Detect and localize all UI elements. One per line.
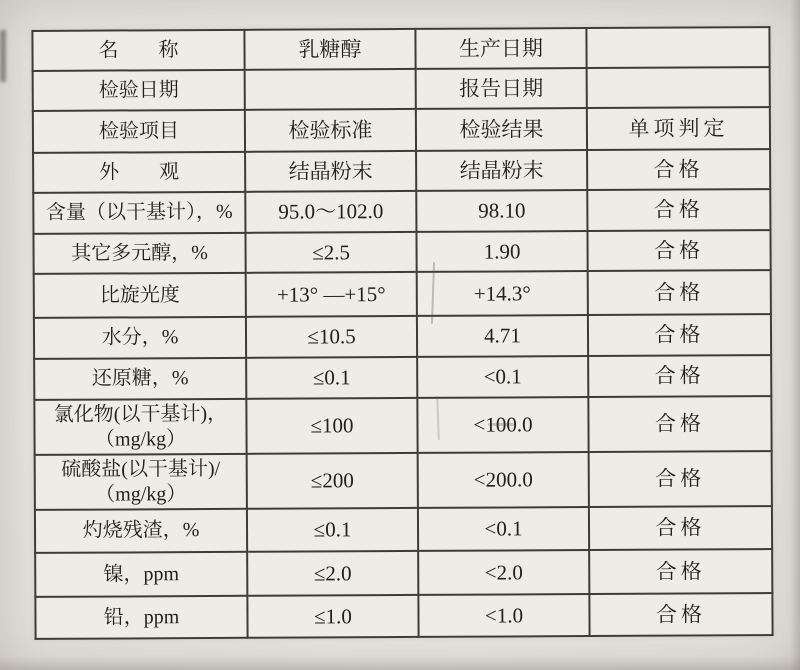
cell-item-label: 氯化物(以干基计)， （mg/kg）: [34, 399, 246, 455]
cell-standard-value: ≤0.1: [247, 508, 418, 552]
cell-result-value: 98.10: [416, 190, 587, 232]
table-row-chloride: [34, 396, 771, 455]
cell-inspection-date-value: [245, 69, 416, 110]
header-result: 检验结果: [416, 108, 587, 151]
table-row-other-polyols: [33, 230, 770, 274]
cell-item-label: 还原糖，%: [34, 358, 246, 400]
cell-product-name: 乳糖醇: [244, 29, 415, 70]
scan-shading-bottom: [0, 656, 800, 670]
cell-judgement-value: 合格: [589, 506, 772, 550]
cell-result-value: 4.71: [417, 315, 588, 357]
cell-result-value: 1.90: [416, 231, 587, 272]
cell-standard-value: ≤2.0: [247, 551, 418, 596]
cell-judgement-value: 合格: [587, 189, 770, 231]
cell-standard-value: 95.0～102.0: [245, 191, 416, 233]
header-item: 检验项目: [33, 110, 245, 153]
cell-result-value: +14.3°: [417, 271, 588, 316]
cell-standard-value: ≤200: [247, 453, 418, 509]
cell-judgement-value: 合格: [587, 230, 770, 271]
cell-item-label: 外 观: [33, 152, 245, 193]
table-row-sulfate: [35, 451, 772, 510]
cell-result-value: 结晶粉末: [416, 150, 587, 191]
cell-result-value: <0.1: [417, 356, 588, 398]
cell-item-label: 含量（以干基计），%: [33, 192, 245, 234]
cell-standard-value: ≤10.5: [246, 316, 417, 358]
cell-judgement-value: 合格: [587, 149, 770, 190]
cell-item-label: 硫酸盐(以干基计)/ （mg/kg）: [35, 454, 247, 510]
table-row-appearance: [33, 149, 770, 193]
table-row-assay: [33, 189, 770, 234]
table-row-reducing-sugar: [34, 355, 771, 400]
cell-result-value: <2.0: [418, 550, 589, 595]
cell-judgement-value: 合格: [588, 355, 771, 397]
cell-standard-value: ≤100: [246, 398, 417, 454]
cell-standard-value: ≤1.0: [247, 595, 418, 638]
cell-judgement-value: 合格: [589, 451, 772, 507]
table-row-nickel: [35, 549, 772, 597]
cell-judgement-value: 合格: [588, 270, 771, 315]
cell-production-date-value: [586, 27, 769, 68]
table-row-name: [32, 27, 769, 71]
cell-item-label: 铅，ppm: [35, 596, 247, 639]
cell-item-label: 水分，%: [34, 317, 246, 359]
table-row-column-headers: [33, 107, 770, 153]
cell-result-value: <100.0: [417, 397, 588, 453]
cell-item-label: 镍，ppm: [35, 552, 247, 597]
table-row-moisture: [34, 314, 771, 359]
inspection-table-wrap: [31, 26, 773, 640]
cell-result-value: <0.1: [418, 507, 589, 551]
inspection-table: [31, 26, 773, 640]
header-standard: 检验标准: [245, 109, 416, 152]
cell-report-date-label: 报告日期: [416, 68, 587, 109]
cell-standard-value: 结晶粉末: [245, 151, 416, 192]
cell-standard-value: ≤2.5: [245, 232, 416, 273]
cell-report-date-value: [587, 67, 770, 108]
scan-shading-right: [790, 0, 800, 670]
cell-production-date-label: 生产日期: [415, 28, 586, 69]
cell-standard-value: ≤0.1: [246, 357, 417, 399]
cell-result-value: <200.0: [418, 452, 589, 508]
scan-artifact-edge-mark: [0, 30, 6, 82]
table-row-lead: [35, 593, 772, 639]
cell-standard-value: +13° —+15°: [246, 272, 417, 317]
cell-judgement-value: 合格: [589, 593, 772, 636]
cell-item-label: 灼烧残渣，%: [35, 509, 247, 553]
table-row-dates: [33, 67, 770, 111]
table-row-ignition-residue: [35, 506, 772, 553]
cell-item-label: 比旋光度: [34, 273, 246, 318]
cell-judgement-value: 合格: [588, 396, 771, 452]
cell-name-label: 名 称: [32, 30, 244, 71]
header-judgement: 单项判定: [587, 107, 770, 150]
cell-inspection-date-label: 检验日期: [33, 70, 245, 111]
cell-judgement-value: 合格: [588, 314, 771, 356]
cell-result-value: <1.0: [418, 594, 589, 637]
cell-judgement-value: 合格: [589, 549, 772, 594]
table-row-specific-rotation: [34, 270, 771, 318]
cell-item-label: 其它多元醇，%: [33, 233, 245, 274]
